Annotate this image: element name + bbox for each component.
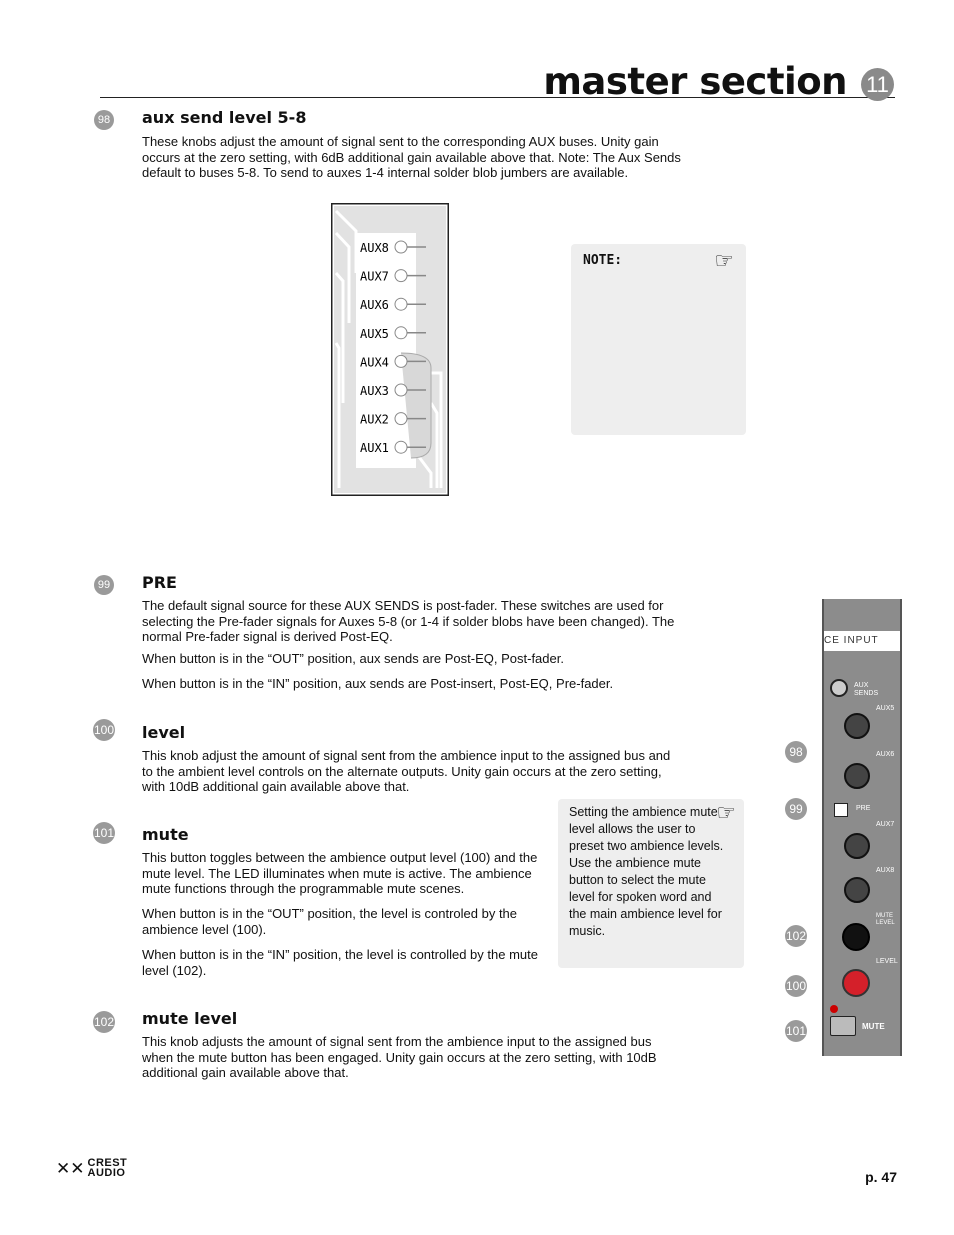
aux5-label: AUX5 xyxy=(876,705,895,712)
solder-pad xyxy=(395,327,407,339)
section-body-mute-level: This knob adjusts the amount of signal sent from the ambience input to the assigned bus when the mute button has been engaged. Unity gain occurs at the zero setting, with 10dB additional gain available above that. xyxy=(142,1034,657,1081)
mute-button[interactable] xyxy=(830,1016,856,1036)
pcb-illustration xyxy=(331,203,449,496)
logo-line-2: AUDIO xyxy=(87,1167,126,1179)
panel-top-strip xyxy=(824,599,900,631)
page-number: p. 47 xyxy=(865,1169,897,1185)
solder-pad xyxy=(395,384,407,396)
callout-100: 100 xyxy=(785,975,807,997)
section-number-102: 102 xyxy=(93,1011,115,1033)
panel-body xyxy=(824,651,900,1056)
pcb-label-aux1: AUX1 xyxy=(360,441,389,456)
section-heading-pre: PRE xyxy=(142,573,177,592)
section-body-aux: These knobs adjust the amount of signal sent to the corresponding AUX buses. Unity gain occurs at the zero setting, with 6dB additional gain available above that. Note: The Aux Sends default to buses 5-8. To send to auxes 1-4 internal solder blob jumbers are available. xyxy=(142,134,681,181)
console-panel xyxy=(822,599,902,1056)
aux8-knob[interactable] xyxy=(844,877,870,903)
level-label: LEVEL xyxy=(876,958,898,965)
solder-pad xyxy=(395,441,407,453)
mute-label: MUTE xyxy=(862,1022,885,1031)
crest-audio-logo xyxy=(56,1158,127,1178)
pcb-label-aux7: AUX7 xyxy=(360,269,389,284)
section-mute-out: When button is in the “OUT” position, the level is controled by the ambience level (100). xyxy=(142,906,518,937)
solder-pad xyxy=(395,241,407,253)
note-box xyxy=(571,244,746,435)
panel-header: CE INPUT xyxy=(824,631,900,651)
note-label: NOTE: xyxy=(583,253,623,268)
pcb-label-aux4: AUX4 xyxy=(360,355,389,370)
mute-led xyxy=(830,1005,838,1013)
section-heading-aux: aux send level 5-8 xyxy=(142,108,307,127)
pcb-label-aux2: AUX2 xyxy=(360,412,389,427)
aux5-knob[interactable] xyxy=(844,713,870,739)
aux7-knob[interactable] xyxy=(844,833,870,859)
pointing-hand-icon: ☞ xyxy=(716,800,736,825)
pcb-diagram xyxy=(331,203,449,496)
pointing-hand-icon: ☞ xyxy=(714,248,734,273)
chapter-badge: 11 xyxy=(861,68,894,101)
sidenote-text: Setting the ambience mute level allows the user to preset two ambience levels. Use the ambience mute button to select the mute level for spoken word and the main ambience level for music. xyxy=(569,805,724,938)
mute-level-label: MUTE LEVEL xyxy=(876,913,895,926)
section-heading-level: level xyxy=(142,723,186,742)
aux6-knob[interactable] xyxy=(844,763,870,789)
pre-button[interactable] xyxy=(834,803,848,817)
logo-mark-icon: ✕✕ xyxy=(56,1158,85,1178)
aux-sends-label: AUX SENDS xyxy=(854,682,879,697)
callout-99: 99 xyxy=(785,798,807,820)
page-title: master section xyxy=(543,60,847,103)
solder-pad xyxy=(395,298,407,310)
section-pre-in: When button is in the “IN” position, aux sends are Post-insert, Post-EQ, Pre-fader. xyxy=(142,676,614,691)
section-heading-mute-level: mute level xyxy=(142,1009,238,1028)
callout-102: 102 xyxy=(785,925,807,947)
section-body-mute: This button toggles between the ambience output level (100) and the mute level. The LED illuminates when mute is active. The ambience mute functions through the programmable mute scenes. xyxy=(142,850,538,897)
logo-text xyxy=(88,1158,128,1178)
pcb-label-aux5: AUX5 xyxy=(360,326,389,341)
callout-101: 101 xyxy=(785,1020,807,1042)
section-mute-in: When button is in the “IN” position, the level is controlled by the mute level (102). xyxy=(142,947,538,978)
section-number-101: 101 xyxy=(93,822,115,844)
section-number-100: 100 xyxy=(93,719,115,741)
mute-level-knob[interactable] xyxy=(842,923,870,951)
pcb-label-aux6: AUX6 xyxy=(360,298,389,313)
aux7-label: AUX7 xyxy=(876,821,895,828)
callout-98: 98 xyxy=(785,741,807,763)
pcb-label-aux3: AUX3 xyxy=(360,384,389,398)
section-number-98: 98 xyxy=(94,110,114,130)
aux8-label: AUX8 xyxy=(876,867,895,874)
solder-pad xyxy=(395,270,407,282)
section-heading-mute: mute xyxy=(142,825,189,844)
logo-line-1: CREST xyxy=(87,1157,128,1169)
sidenote-box xyxy=(558,799,744,968)
section-body-level: This knob adjust the amount of signal sent from the ambience input to the assigned bus and to the ambient level controls on the alternate outputs. Unity gain occurs at the zero setting, with 10dB additional gain available above that. xyxy=(142,748,671,795)
section-pre-out: When button is in the “OUT” position, aux sends are Post-EQ, Post-fader. xyxy=(142,651,564,666)
section-number-99: 99 xyxy=(94,575,114,595)
pcb-label-aux8: AUX8 xyxy=(360,241,389,255)
solder-pad xyxy=(395,413,407,425)
aux-jack-icon xyxy=(830,679,848,697)
level-knob[interactable] xyxy=(842,969,870,997)
solder-pad xyxy=(395,355,407,367)
aux6-label: AUX6 xyxy=(876,751,895,758)
pre-label: PRE xyxy=(856,805,871,812)
section-body-pre: The default signal source for these AUX SENDS is post-fader. These switches are used for selecting the Pre-fader signals for Auxes 5-8 (or 1-4 if solder blobs have been changed). The normal Pre-fader signal is derived Post-EQ. xyxy=(142,598,675,645)
